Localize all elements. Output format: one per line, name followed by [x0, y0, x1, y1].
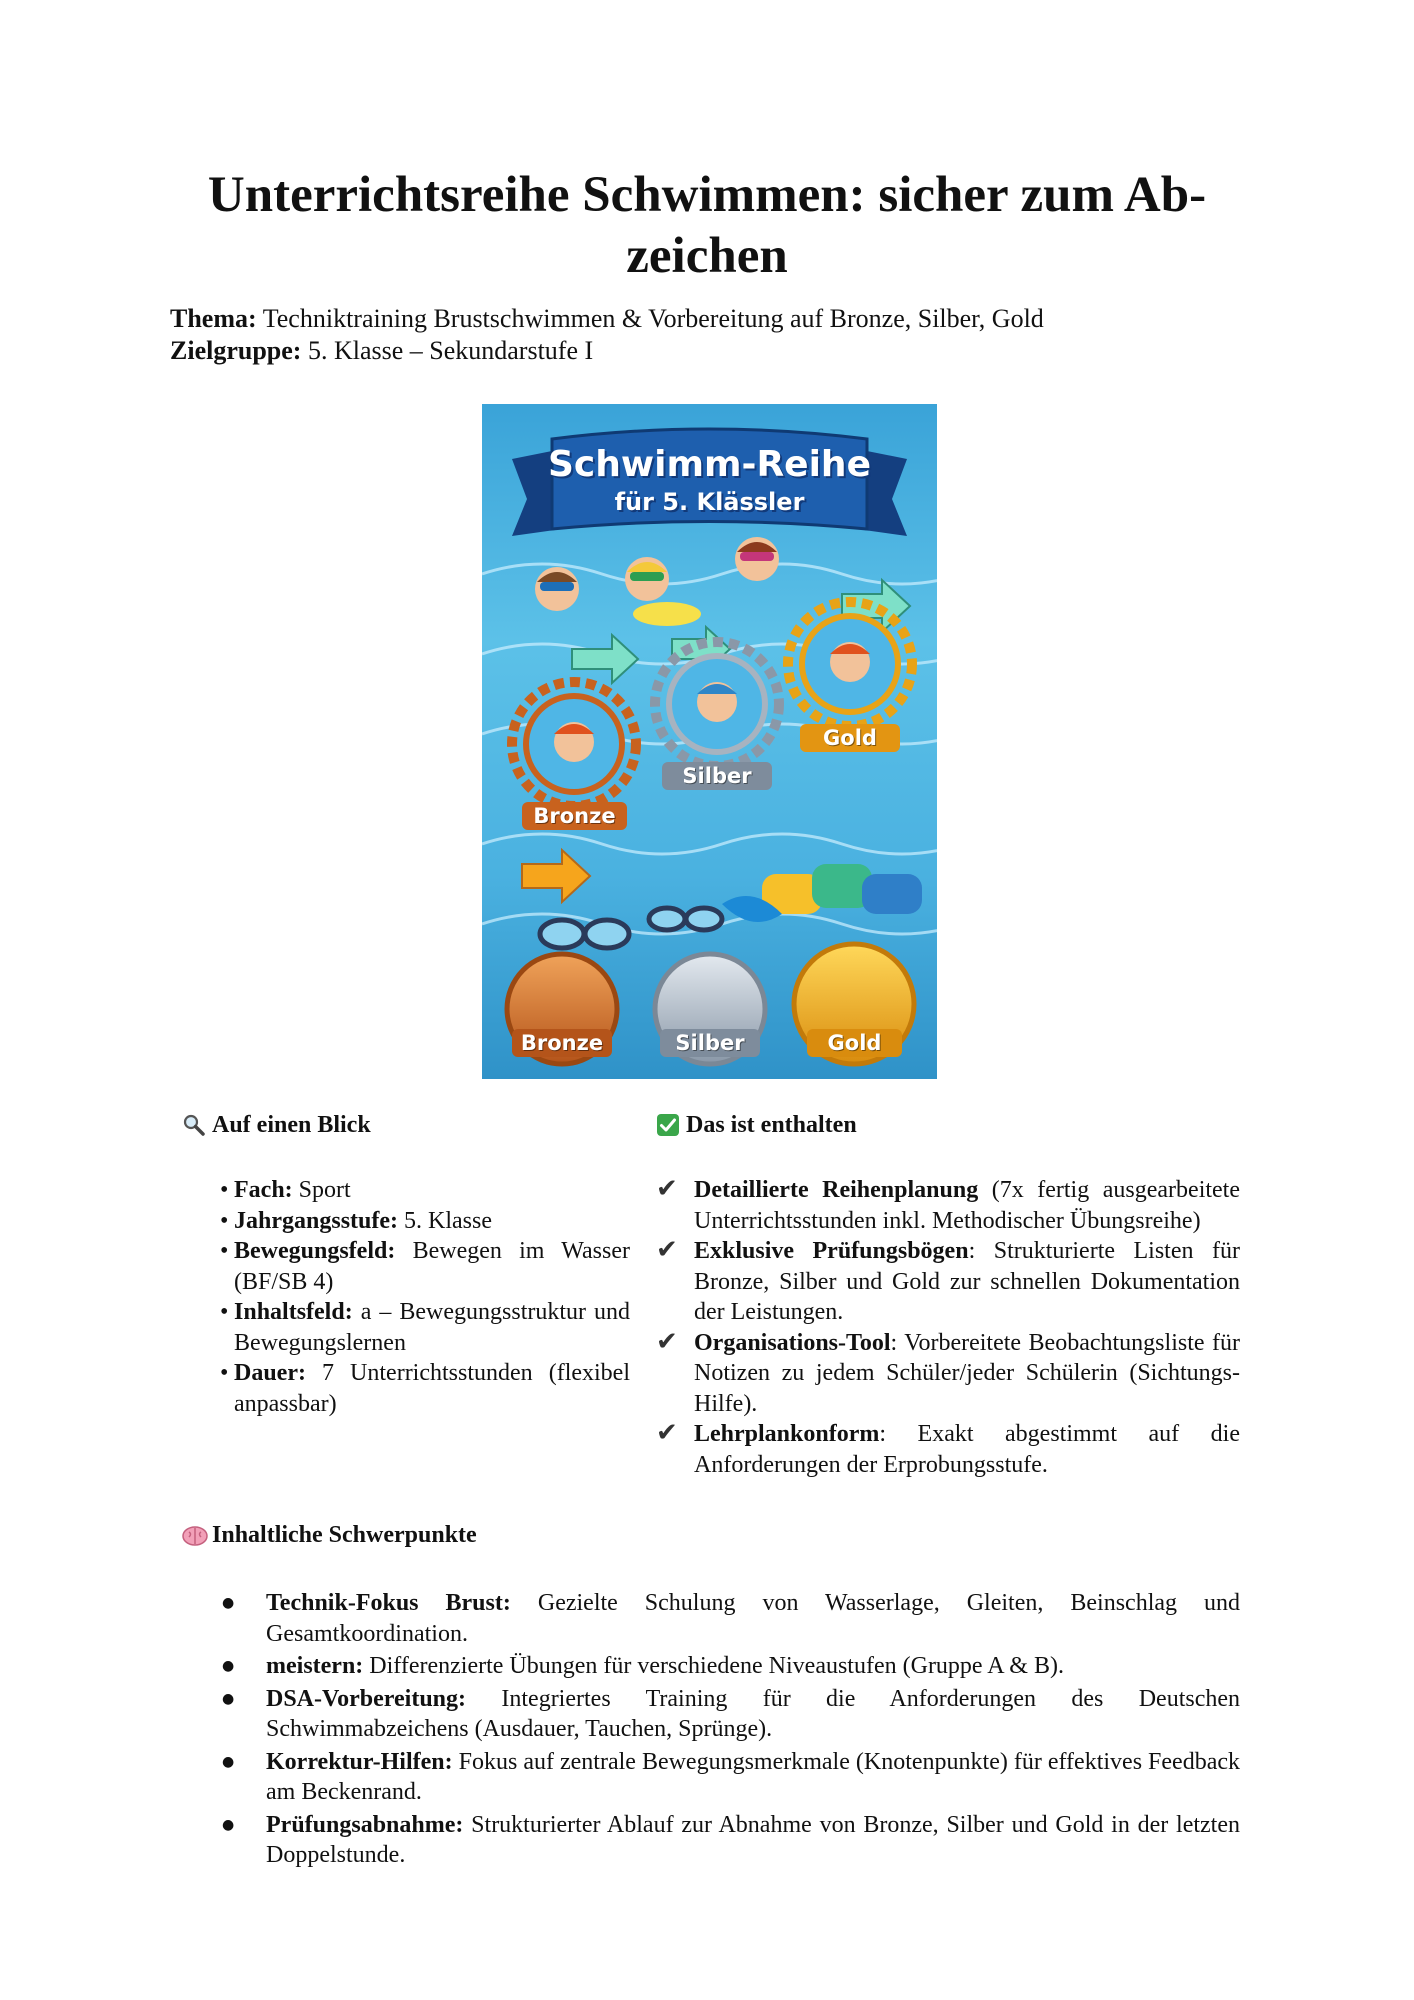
list-item: ✔ Organisations-Tool: Vorbereitete Beobachtungsliste für Notizen zu jedem Schüler/jeder Schülerin (Sichtungs-Hilfe).	[656, 1326, 1240, 1417]
list-item: ● Technik-Fokus Brust: Gezielte Schulung von Wasserlage, Gleiten, Beinschlag und Gesamtkoordination.	[222, 1588, 1240, 1649]
list-item: ✔ Exklusive Prüfungsbögen: Strukturierte Listen für Bronze, Silber und Gold zur schnellen Dokumentation der Leistungen.	[656, 1235, 1240, 1325]
list-item: • Bewegungsfeld: Bewegen im Wasser (BF/SB 4)	[222, 1236, 630, 1297]
list-item: • Inhaltsfeld: a – Bewegungsstruktur und Bewegungslernen	[222, 1297, 630, 1358]
list-item: • Jahrgangsstufe: 5. Klasse	[222, 1206, 630, 1237]
list-item: ● meistern: Differenzierte Übungen für verschiedene Niveaustufen (Gruppe A & B).	[222, 1651, 1240, 1682]
heading-text: Inhaltliche Schwerpunkte	[212, 1522, 477, 1548]
section-das-ist-enthalten-heading	[656, 1110, 857, 1140]
poster-banner-title: Schwimm-Reihe	[548, 444, 871, 485]
heading-text: Auf einen Blick	[212, 1112, 371, 1138]
list-item: ● Prüfungsabnahme: Strukturierter Ablauf zur Abnahme von Bronze, Silber und Gold in der letzten Doppelstunde.	[222, 1810, 1240, 1871]
poster-banner-subtitle: für 5. Klässler	[614, 488, 805, 516]
title-line-2: zeichen	[626, 228, 788, 284]
thema-label: Thema:	[170, 304, 257, 333]
checkmark-icon: ✔	[656, 1326, 678, 1357]
section-schwerpunkte-heading	[182, 1520, 477, 1550]
medal-label-silver-bottom: Silber	[660, 1029, 760, 1057]
zielgruppe-value: 5. Klasse – Sekundarstufe I	[307, 336, 594, 365]
schwerpunkte-list	[222, 1588, 1240, 1873]
medal-label-gold-top: Gold	[800, 724, 900, 752]
list-item: • Fach: Sport	[222, 1175, 630, 1206]
heading-text: Das ist enthalten	[686, 1112, 857, 1138]
das-ist-enthalten-list	[656, 1175, 1240, 1480]
checkmark-icon: ✔	[656, 1418, 678, 1448]
list-item: ✔ Detaillierte Reihenplanung (7x fertig ausgearbeitete Unterrichtsstunden inkl. Methodischer Übungsreihe)	[656, 1174, 1240, 1234]
section-auf-einen-blick-heading	[182, 1110, 371, 1140]
medal-label-gold-bottom: Gold	[807, 1029, 902, 1057]
list-item: • Dauer: 7 Unterrichtsstunden (flexibel anpassbar)	[222, 1358, 630, 1419]
medal-label-silver-top: Silber	[662, 762, 772, 790]
thema-value: Techniktraining Brustschwimmen & Vorbereitung auf Bronze, Silber, Gold	[262, 304, 1044, 333]
meta-zielgruppe	[170, 335, 593, 367]
poster-illustration	[482, 404, 937, 1079]
list-item: ● DSA-Vorbereitung: Integriertes Training für die Anforderungen des Deutschen Schwimmabzeichens (Ausdauer, Tauchen, Sprünge).	[222, 1684, 1240, 1745]
list-item: ✔ Lehrplankonform: Exakt abgestimmt auf die Anforderungen der Erprobungsstufe.	[656, 1418, 1240, 1478]
list-item: ● Korrektur-Hilfen: Fokus auf zentrale Bewegungsmerkmale (Knotenpunkte) für effektives Feedback am Beckenrand.	[222, 1747, 1240, 1808]
magnifier-icon	[182, 1113, 206, 1137]
check-box-icon	[656, 1113, 680, 1137]
zielgruppe-label: Zielgruppe:	[170, 336, 302, 365]
page-title	[150, 165, 1264, 287]
medal-label-bronze-top: Bronze	[522, 802, 627, 830]
title-line-1: Unterrichtsreihe Schwimmen: sicher zum Ab-	[207, 167, 1207, 223]
auf-einen-blick-list	[222, 1175, 630, 1419]
checkmark-icon: ✔	[656, 1235, 678, 1265]
checkmark-icon: ✔	[656, 1174, 678, 1204]
brain-icon	[182, 1523, 206, 1547]
meta-thema	[170, 303, 1044, 335]
medal-label-bronze-bottom: Bronze	[512, 1029, 612, 1057]
